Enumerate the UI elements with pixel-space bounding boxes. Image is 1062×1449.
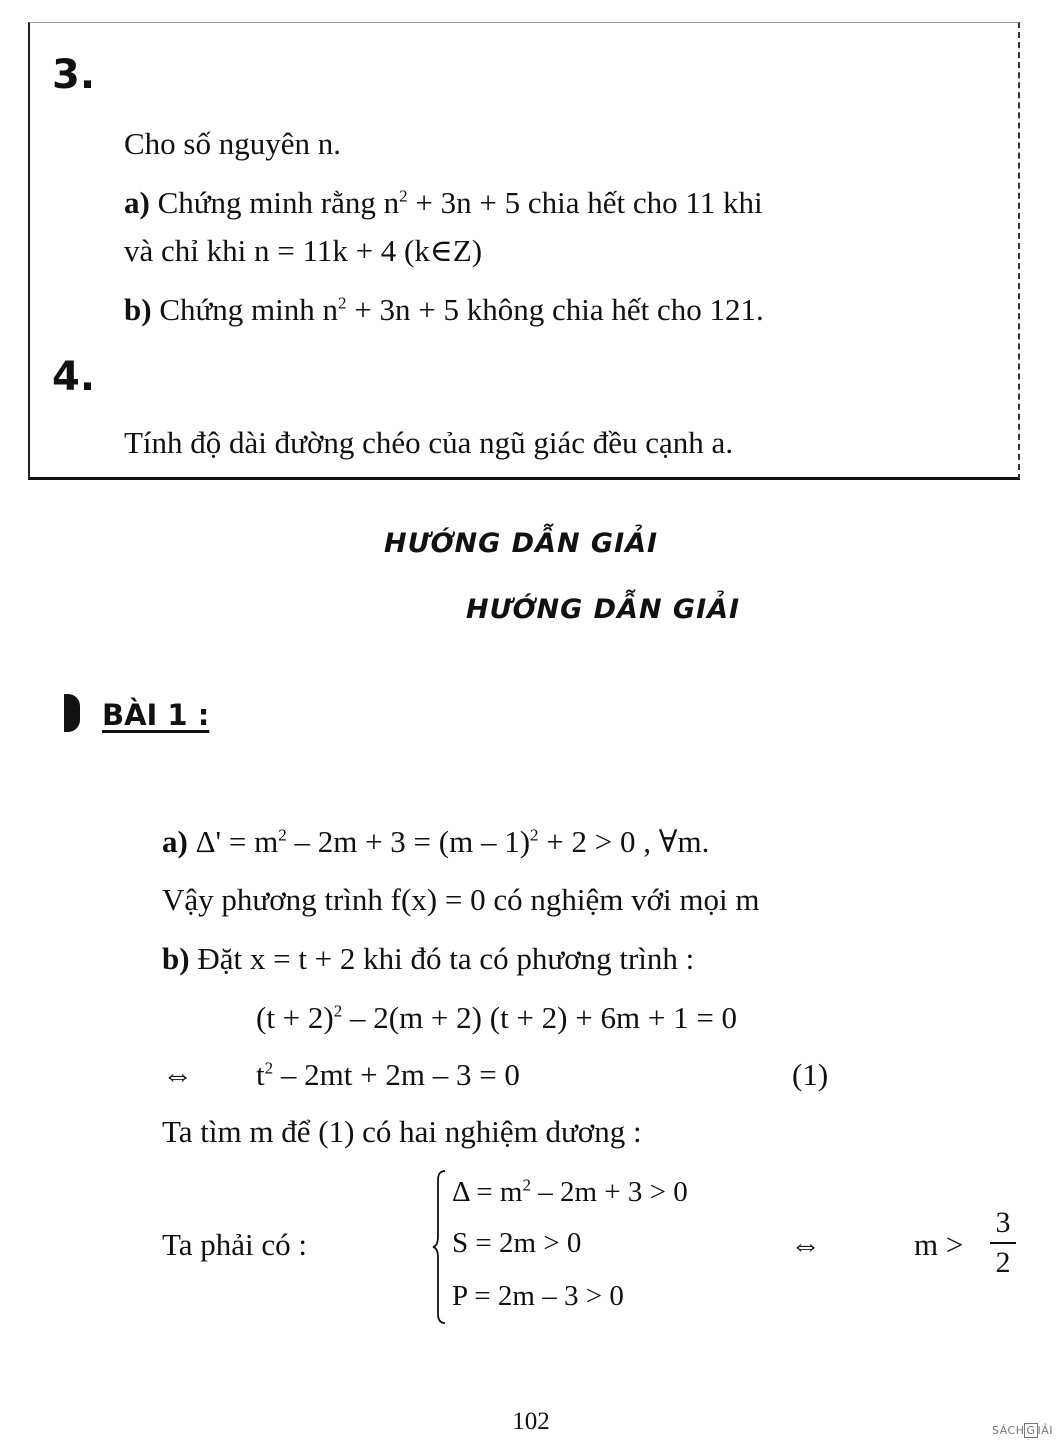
bai-1a-label: a) [162,824,188,859]
system-line-2: S = 2m > 0 [452,1227,582,1259]
problem-4-number: 4. [52,354,96,400]
bai-1b-find: Ta tìm m để (1) có hai nghiệm dương : [162,1114,642,1149]
watermark-g: G [1026,1424,1036,1437]
problem-3a-exponent: 2 [399,186,408,206]
bai-1b [162,941,694,977]
bai-1b-label: b) [162,941,190,976]
bai-1a-conclusion: Vậy phương trình f(x) = 0 có nghiệm với mọi m [162,882,760,917]
watermark-logo [992,1424,1053,1437]
watermark-right: IẢI [1037,1424,1054,1437]
bai-1a-t2: – 2m + 3 = (m – 1) [286,824,531,859]
must-have-label: Ta phải có : [162,1227,308,1262]
problem-3b-text: Chứng minh n [159,292,339,327]
bai-1b-equation-1 [256,1000,737,1036]
result-fraction [990,1206,1016,1280]
sys1-t1: Δ = m [452,1176,523,1208]
page-number: 102 [512,1408,550,1435]
system-line-3: P = 2m – 3 > 0 [452,1280,624,1312]
bai-1a-s1: 2 [278,825,287,845]
problem-3-number: 3. [52,52,96,98]
brace-icon [432,1170,446,1324]
system-brace [432,1170,446,1324]
equivalence-symbol: ⇔ [162,1057,193,1092]
problem-3-intro: Cho số nguyên n. [124,126,341,161]
bai-1a-s2: 2 [530,825,539,845]
problem-3a [124,185,763,221]
bai-1b-equation-2 [256,1057,520,1093]
problem-3b [124,292,764,328]
problem-3a-line2: và chỉ khi n = 11k + 4 (k∈Z) [124,233,483,268]
system-line-1 [452,1176,688,1209]
eq1-s1: 2 [333,1001,343,1021]
problem-3a-text: Chứng minh rằng n [157,185,400,220]
problem-3b-exponent: 2 [338,293,347,313]
fraction-denominator: 2 [995,1246,1011,1279]
eq2-s1: 2 [264,1058,274,1078]
eq1-t1: (t + 2) [256,1000,334,1035]
section-heading-2: HƯỚNG DẪN GIẢI [466,594,741,625]
problem-3a-text-rest: + 3n + 5 chia hết cho 11 khi [407,185,763,220]
problem-3b-label: b) [124,292,152,327]
equivalence-symbol-2: ⇔ [790,1227,821,1262]
sys1-s1: 2 [522,1175,531,1195]
problem-3b-text-rest: + 3n + 5 không chia hết cho 121. [346,292,764,327]
result-lhs: m > [914,1227,964,1262]
fraction-bar [990,1242,1016,1244]
bai-1a [162,824,709,860]
problem-4-text: Tính độ dài đường chéo của ngũ giác đều cạnh a. [124,425,734,460]
sys1-t2: – 2m + 3 > 0 [530,1176,688,1208]
watermark-left: SÁCH [992,1424,1025,1437]
equation-label-1: (1) [792,1057,829,1092]
section-heading-1: HƯỚNG DẪN GIẢI [384,528,659,559]
bai-1a-t3: + 2 > 0 , ∀m. [538,824,710,859]
bai-1a-t1: Δ' = m [195,824,279,859]
eq1-t2: – 2(m + 2) (t + 2) + 6m + 1 = 0 [342,1000,738,1035]
fraction-numerator: 3 [995,1206,1011,1239]
bullet-marker-icon [64,694,80,732]
eq2-t1: t [256,1057,265,1092]
bai-1b-text: Đặt x = t + 2 khi đó ta có phương trình : [197,941,695,976]
problem-3a-label: a) [124,185,150,220]
eq2-t2: – 2mt + 2m – 3 = 0 [273,1057,520,1092]
bai-1-title: BÀI 1 : [102,698,210,732]
